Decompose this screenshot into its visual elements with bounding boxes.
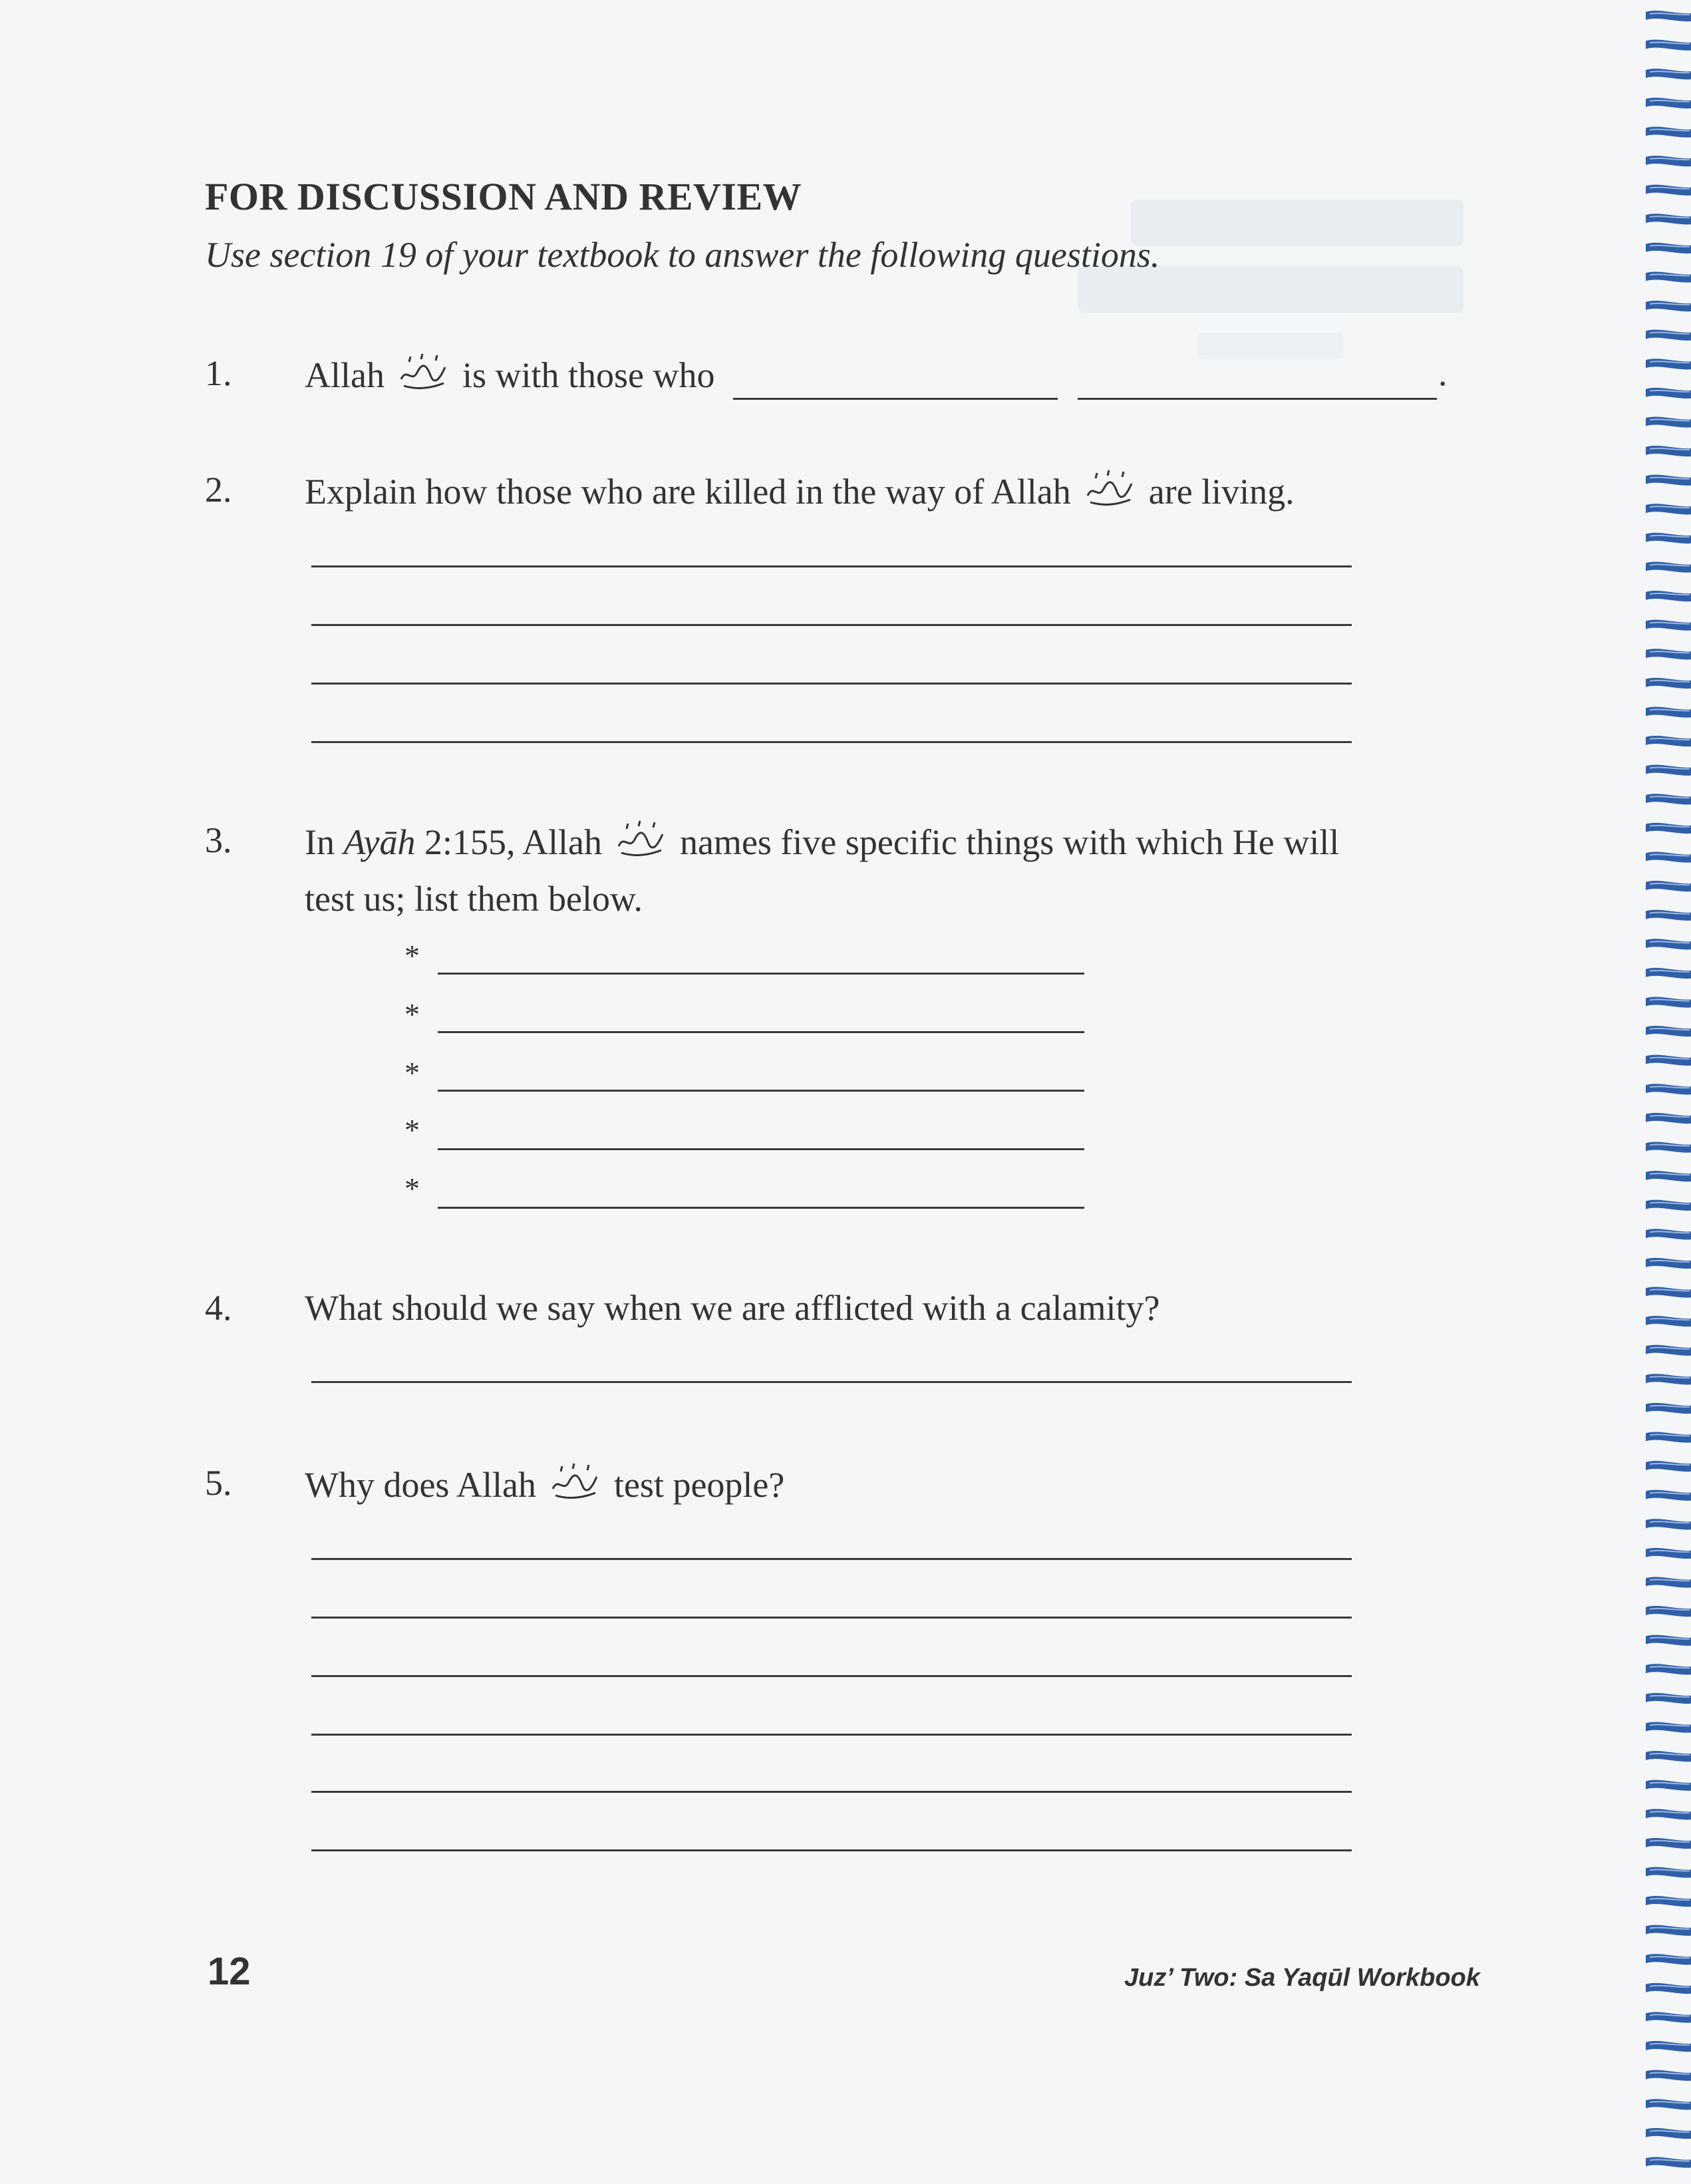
question-text-part: are living. (1148, 472, 1295, 512)
spiral-coil (1646, 1548, 1691, 1559)
spiral-coil (1646, 11, 1691, 21)
bleed-through-decoration (878, 186, 1477, 373)
spiral-coil (1646, 1084, 1691, 1094)
question-5-text (305, 1462, 784, 1505)
spiral-coil (1646, 1925, 1691, 1936)
spiral-coil (1646, 330, 1691, 341)
glorification-icon (1084, 469, 1136, 508)
footer-title: Juz’ Two: Sa Yaqūl Workbook (1124, 1964, 1480, 1992)
spiral-coil (1646, 271, 1691, 282)
spiral-coil (1646, 1374, 1691, 1384)
spiral-coil (1646, 243, 1691, 253)
spiral-coil (1646, 185, 1691, 196)
glorification-icon (615, 820, 667, 858)
glorification-icon (397, 353, 449, 391)
question-number: 3. (205, 820, 232, 860)
bullet-star: * (404, 939, 420, 973)
spiral-coil (1646, 1200, 1691, 1211)
spiral-coil (1646, 156, 1691, 166)
question-text-part: Explain how those who are killed in the way of Allah (305, 472, 1071, 512)
spiral-coil (1646, 69, 1691, 79)
spiral-coil (1646, 1142, 1691, 1152)
question-number: 4. (205, 1288, 232, 1328)
spiral-coil (1646, 1577, 1691, 1587)
spiral-coil (1646, 1171, 1691, 1181)
spiral-coil (1646, 561, 1691, 572)
bullet-star: * (404, 1056, 420, 1090)
answer-line[interactable] (438, 1207, 1084, 1209)
question-number: 5. (205, 1463, 232, 1503)
spiral-coil (1646, 416, 1691, 427)
question-text-part: 2:155, Allah (424, 822, 602, 862)
question-text-part: test people? (613, 1465, 785, 1505)
spiral-coil (1646, 359, 1691, 369)
answer-line[interactable] (311, 624, 1352, 626)
spiral-coil (1646, 388, 1691, 398)
spiral-coil (1646, 1432, 1691, 1442)
question-1-text (305, 353, 715, 396)
answer-line[interactable] (311, 1849, 1352, 1851)
end-period: . (1438, 353, 1448, 393)
spiral-coil (1646, 1316, 1691, 1326)
answer-line[interactable] (311, 1734, 1352, 1736)
spiral-coil (1646, 301, 1691, 311)
answer-line[interactable] (311, 1791, 1352, 1793)
answer-line[interactable] (311, 1381, 1352, 1383)
answer-line[interactable] (311, 683, 1352, 685)
spiral-coil (1646, 1055, 1691, 1066)
spiral-coil (1646, 446, 1691, 456)
spiral-coil (1646, 765, 1691, 776)
spiral-coil (1646, 1867, 1691, 1877)
spiral-coil (1646, 2012, 1691, 2022)
answer-line[interactable] (311, 1675, 1352, 1677)
spiral-coil (1646, 2070, 1691, 2081)
spiral-coil (1646, 1461, 1691, 1472)
bleed-through-shapes (878, 186, 1477, 373)
question-number: 2. (205, 470, 232, 510)
spiral-coil (1646, 2041, 1691, 2052)
spiral-coil (1646, 126, 1691, 137)
question-text-part: Allah (305, 355, 384, 395)
answer-line[interactable] (438, 1031, 1084, 1033)
answer-line[interactable] (1078, 398, 1437, 400)
spiral-coil (1646, 1664, 1691, 1674)
spiral-coil (1646, 504, 1691, 514)
question-4-text: What should we say when we are afflicted with a calamity? (305, 1288, 1160, 1328)
spiral-coil (1646, 678, 1691, 689)
glorification-icon (549, 1462, 601, 1501)
spiral-coil (1646, 910, 1691, 921)
spiral-coil (1646, 98, 1691, 108)
spiral-coil (1646, 881, 1691, 891)
question-3-text-line2: test us; list them below. (305, 879, 643, 919)
question-text-part: is with those who (462, 355, 715, 395)
spiral-coil (1646, 620, 1691, 631)
answer-line[interactable] (311, 565, 1352, 567)
bullet-star: * (404, 1113, 420, 1147)
spiral-coil (1646, 1635, 1691, 1646)
question-number: 1. (205, 353, 232, 393)
spiral-binding (1638, 0, 1691, 2184)
spiral-coil (1646, 997, 1691, 1007)
bullet-star: * (404, 997, 420, 1031)
spiral-coil (1646, 736, 1691, 746)
spiral-coil (1646, 1838, 1691, 1849)
spiral-coil (1646, 533, 1691, 544)
section-heading: FOR DISCUSSION AND REVIEW (205, 175, 802, 218)
question-2-text (305, 469, 1295, 512)
spiral-coil (1646, 2157, 1691, 2167)
spiral-coil (1646, 706, 1691, 717)
spiral-coil (1646, 649, 1691, 659)
spiral-coil (1646, 1026, 1691, 1036)
spiral-coil (1646, 2128, 1691, 2139)
spiral-coil (1646, 214, 1691, 224)
spiral-coil (1646, 1258, 1691, 1269)
spiral-coil (1646, 1113, 1691, 1124)
spiral-coil (1646, 823, 1691, 834)
spiral-coil (1646, 1780, 1691, 1791)
spiral-coil (1646, 852, 1691, 862)
spiral-coil (1646, 1896, 1691, 1907)
question-text-part: Why does Allah (305, 1465, 536, 1505)
spiral-coil (1646, 1809, 1691, 1819)
spiral-coil (1646, 1287, 1691, 1297)
spiral-coil (1646, 1490, 1691, 1501)
answer-line[interactable] (438, 1148, 1084, 1150)
spiral-coil (1646, 939, 1691, 949)
spiral-coil (1646, 40, 1691, 51)
question-text-part: names five specific things with which He will (679, 822, 1340, 862)
bullet-star: * (404, 1171, 420, 1205)
spiral-coil (1646, 1693, 1691, 1704)
spiral-coil (1646, 1722, 1691, 1732)
answer-line[interactable] (311, 1617, 1352, 1619)
instruction-text: Use section 19 of your textbook to answer the following questions. (205, 235, 1160, 275)
answer-line[interactable] (733, 398, 1058, 400)
answer-line[interactable] (311, 1558, 1352, 1560)
spiral-coil (1646, 1519, 1691, 1529)
spiral-coil (1646, 2099, 1691, 2109)
spiral-coil (1646, 968, 1691, 979)
spiral-coil (1646, 1954, 1691, 1964)
spiral-coil (1646, 1403, 1691, 1414)
answer-line[interactable] (311, 741, 1352, 743)
spiral-coil (1646, 1983, 1691, 1994)
spiral-coil (1646, 794, 1691, 804)
answer-line[interactable] (438, 1090, 1084, 1092)
question-3-text (305, 820, 1339, 863)
answer-line[interactable] (438, 973, 1084, 975)
question-text-part: In (305, 822, 335, 862)
spiral-coil (1646, 1229, 1691, 1239)
spiral-coil (1646, 475, 1691, 486)
question-text-italic: Ayāh (343, 822, 416, 862)
page-number: 12 (208, 1950, 251, 1993)
spiral-coil (1646, 1751, 1691, 1762)
spiral-coil (1646, 591, 1691, 601)
spiral-coil (1646, 1345, 1691, 1356)
spiral-coil (1646, 1606, 1691, 1617)
